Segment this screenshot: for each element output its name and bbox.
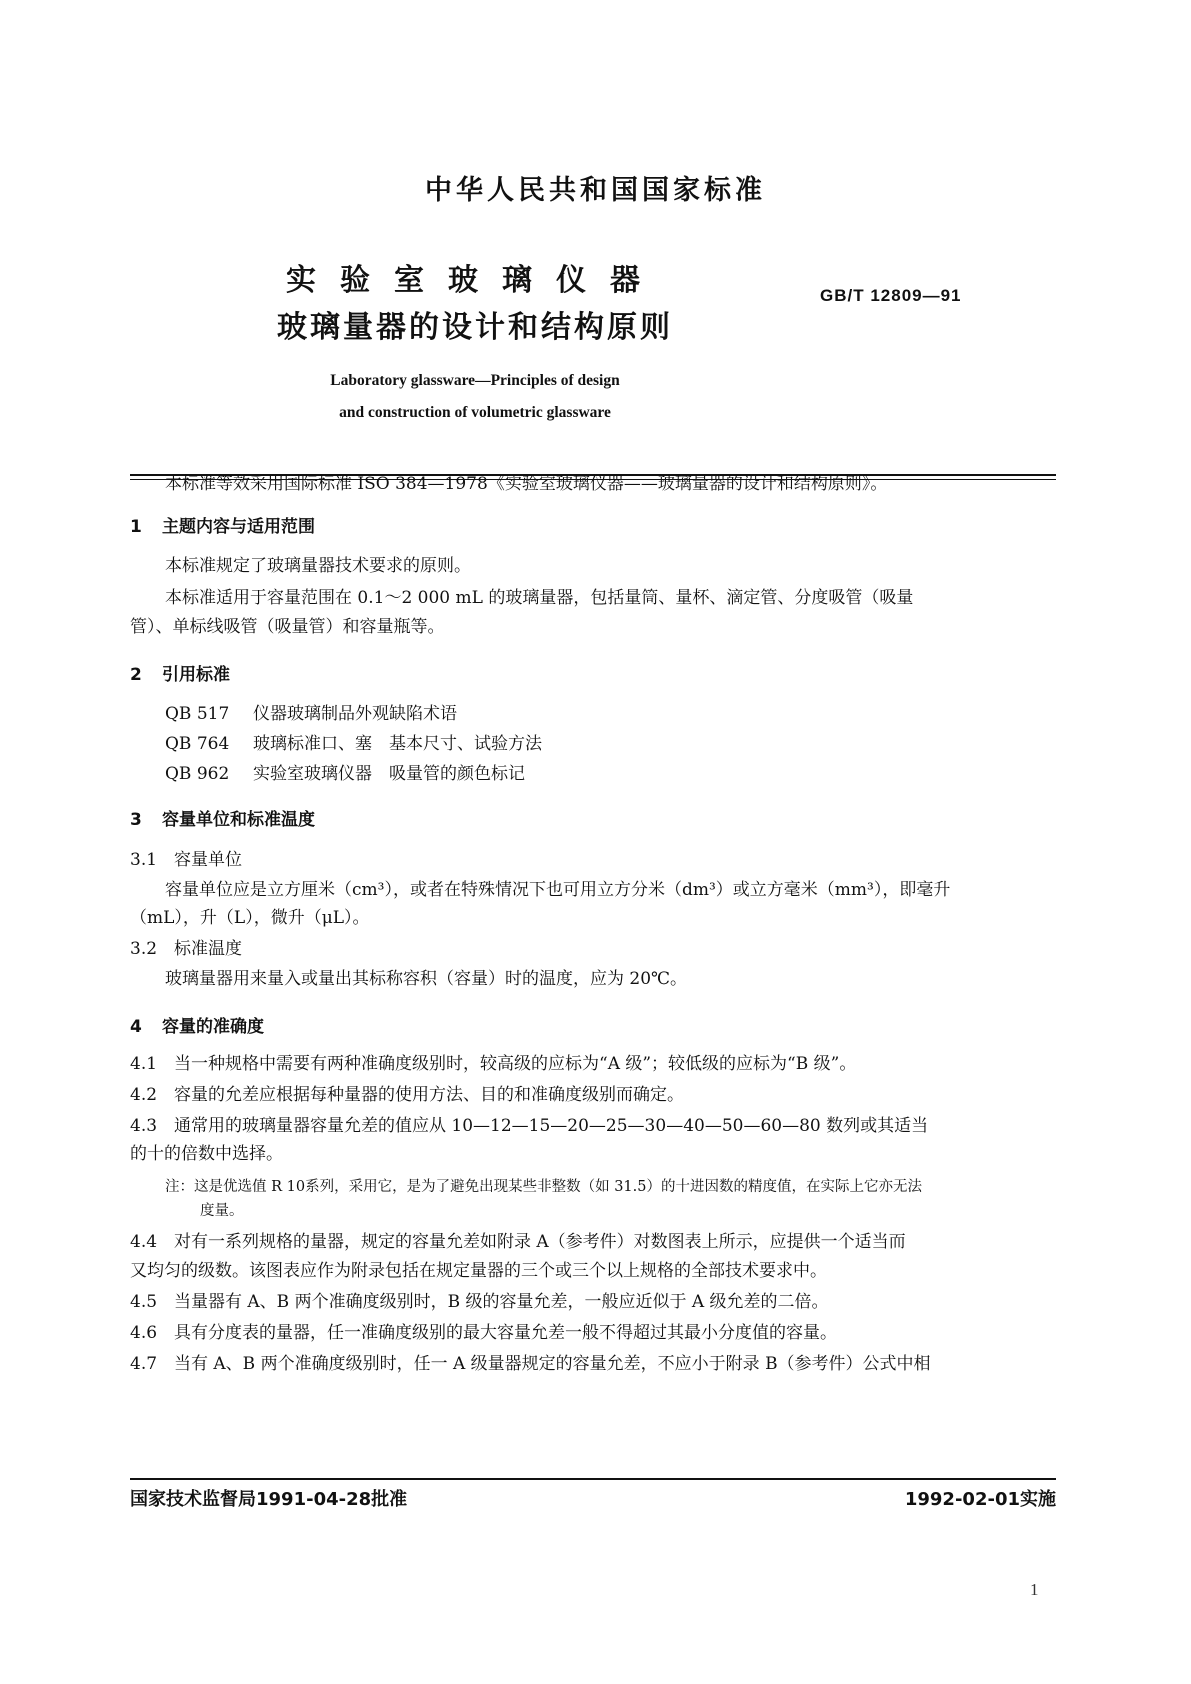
footer-divider bbox=[130, 1478, 1056, 1480]
clause-number: 4.2 bbox=[130, 1085, 158, 1105]
clause-number: 4.1 bbox=[130, 1054, 158, 1074]
clause-text: 对有一系列规格的量器，规定的容量允差如附录 A（参考件）对数图表上所示，应提供一个适当而 bbox=[174, 1232, 906, 1252]
note: 注：这是优选值 R 10系列，采用它，是为了避免出现某些非整数（如 31.5）的十进因数的精度值，在实际上它亦无法 bbox=[165, 1179, 922, 1195]
clause-number: 4.4 bbox=[130, 1232, 158, 1252]
standard-code: GB/T 12809—91 bbox=[820, 286, 962, 305]
paragraph: 本标准规定了玻璃量器技术要求的原则。 bbox=[165, 556, 471, 576]
clause-number: 4.6 bbox=[130, 1323, 158, 1343]
subsection-number: 3.2 bbox=[130, 939, 158, 959]
reference-title: 玻璃标准口、塞 基本尺寸、试验方法 bbox=[253, 734, 542, 754]
subsection-3-2-heading bbox=[130, 937, 242, 961]
reference-item bbox=[165, 732, 542, 756]
page-number: 1 bbox=[1030, 1580, 1039, 1599]
section-number: 4 bbox=[130, 1017, 142, 1037]
subsection-title: 容量单位 bbox=[174, 850, 242, 870]
reference-code: QB 517 bbox=[165, 704, 230, 724]
section-title: 容量单位和标准温度 bbox=[162, 810, 315, 830]
clause-4-3 bbox=[130, 1114, 928, 1138]
section-number: 1 bbox=[130, 517, 142, 537]
english-title-line2: and construction of volumetric glassware bbox=[339, 404, 611, 421]
clause-text: 当量器有 A、B 两个准确度级别时，B 级的容量允差，一般应近似于 A 级允差的二倍。 bbox=[174, 1292, 829, 1312]
effective-date: 1992-02-01实施 bbox=[904, 1489, 1056, 1510]
clause-text: 当一种规格中需要有两种准确度级别时，较高级的应标为“A 级”；较低级的应标为“B 级”。 bbox=[174, 1054, 857, 1074]
clause-number: 4.5 bbox=[130, 1292, 158, 1312]
section-number: 3 bbox=[130, 810, 142, 830]
reference-title: 仪器玻璃制品外观缺陷术语 bbox=[253, 704, 457, 724]
paragraph: 本标准适用于容量范围在 0.1～2 000 mL 的玻璃量器，包括量筒、量杯、滴定管、分度吸管（吸量 bbox=[165, 588, 914, 608]
reference-item bbox=[165, 762, 525, 786]
clause-text: 容量的允差应根据每种量器的使用方法、目的和准确度级别而确定。 bbox=[174, 1085, 684, 1105]
clause-4-5 bbox=[130, 1290, 829, 1314]
section-1-heading bbox=[130, 512, 315, 537]
clause-4-7 bbox=[130, 1352, 931, 1376]
reference-code: QB 764 bbox=[165, 734, 230, 754]
section-number: 2 bbox=[130, 665, 142, 685]
section-title: 引用标准 bbox=[162, 665, 230, 685]
document-title-line2: 玻璃量器的设计和结构原则 bbox=[277, 310, 673, 345]
clause-text: 当有 A、B 两个准确度级别时，任一 A 级量器规定的容量允差，不应小于附录 B（参考件）公式中相 bbox=[174, 1354, 931, 1374]
clause-4-2 bbox=[130, 1083, 684, 1107]
clause-number: 4.3 bbox=[130, 1116, 158, 1136]
clause-4-1 bbox=[130, 1052, 856, 1076]
document-title-line1: 实验室玻璃仪器 bbox=[286, 263, 664, 298]
paragraph-continuation: 管）、单标线吸管（吸量管）和容量瓶等。 bbox=[130, 617, 445, 637]
clause-number: 4.7 bbox=[130, 1354, 158, 1374]
paragraph: 玻璃量器用来量入或量出其标称容积（容量）时的温度，应为 20℃。 bbox=[165, 969, 688, 989]
section-title: 主题内容与适用范围 bbox=[162, 517, 315, 537]
section-title: 容量的准确度 bbox=[162, 1017, 264, 1037]
paragraph-continuation: （mL），升（L），微升（μL）。 bbox=[130, 908, 370, 928]
reference-code: QB 962 bbox=[165, 764, 230, 784]
english-title-line1: Laboratory glassware—Principles of design bbox=[330, 372, 620, 389]
clause-4-6 bbox=[130, 1321, 837, 1345]
clause-4-4 bbox=[130, 1230, 906, 1254]
subsection-number: 3.1 bbox=[130, 850, 158, 870]
reference-title: 实验室玻璃仪器 吸量管的颜色标记 bbox=[253, 764, 525, 784]
section-4-heading bbox=[130, 1012, 264, 1037]
section-3-heading bbox=[130, 805, 315, 830]
paragraph: 容量单位应是立方厘米（cm³），或者在特殊情况下也可用立方分米（dm³）或立方毫米（mm³），即毫升 bbox=[165, 880, 951, 900]
clause-text: 具有分度表的量器，任一准确度级别的最大容量允差一般不得超过其最小分度值的容量。 bbox=[174, 1323, 837, 1343]
clause-continuation: 又均匀的级数。该图表应作为附录包括在规定量器的三个或三个以上规格的全部技术要求中。 bbox=[130, 1261, 827, 1281]
clause-text: 通常用的玻璃量器容量允差的值应从 10—12—15—20—25—30—40—50—60—80 数列或其适当 bbox=[174, 1116, 929, 1136]
intro-paragraph: 本标准等效采用国际标准 ISO 384—1978《实验室玻璃仪器——玻璃量器的设计和结构原则》。 bbox=[165, 474, 888, 494]
note-continuation: 度量。 bbox=[200, 1203, 244, 1219]
standard-type-heading: 中华人民共和国国家标准 bbox=[425, 175, 766, 206]
approval-info: 国家技术监督局1991-04-28批准 bbox=[130, 1489, 408, 1510]
subsection-3-1-heading bbox=[130, 848, 242, 872]
reference-item bbox=[165, 702, 457, 726]
clause-continuation: 的十的倍数中选择。 bbox=[130, 1144, 283, 1164]
english-title bbox=[280, 365, 670, 429]
subsection-title: 标准温度 bbox=[174, 939, 242, 959]
section-2-heading bbox=[130, 660, 230, 685]
